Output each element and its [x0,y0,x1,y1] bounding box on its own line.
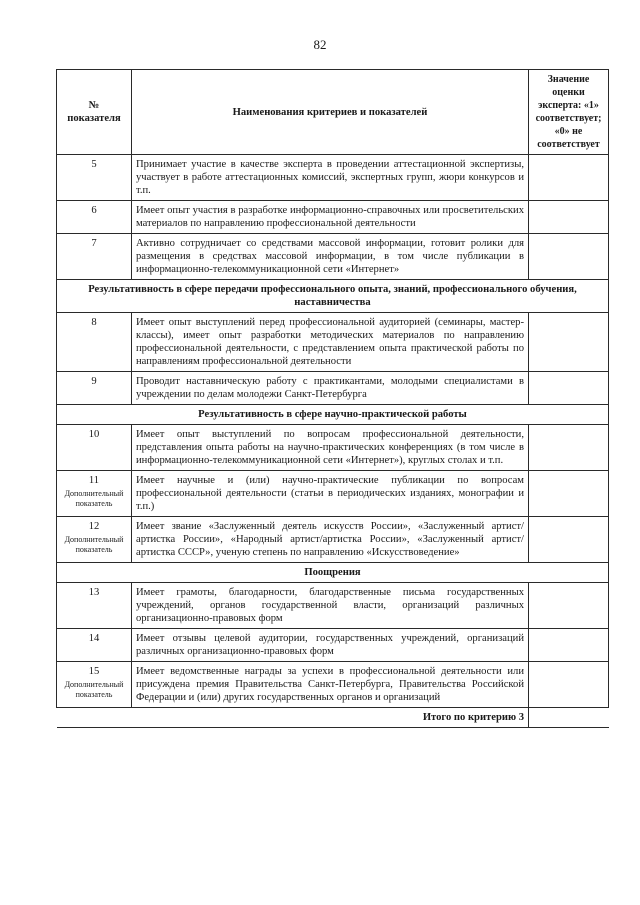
value-cell[interactable] [529,234,609,280]
row-number-cell [57,517,132,563]
value-cell[interactable] [529,372,609,405]
row-number: 13 [57,583,132,629]
table-header-row [57,70,609,155]
table-row [57,583,609,629]
value-cell[interactable] [529,201,609,234]
row-text: Имеет опыт выступлений перед профессиональной аудиторией (семинары, мастер-классы), имеет опыт разработки методических материалов по направлению профессиональной деятельности, с представлением опыта практической работы по направлениям профессиональной деятельности [132,313,529,372]
value-cell[interactable] [529,662,609,708]
section-row [57,405,609,425]
row-text: Имеет звание «Заслуженный деятель искусств России», «Заслуженный артист/артистка России», «Народный артист/артистка России», «Заслуженный артист/артистка СССР», ученую степень по направлению «Искусствоведение» [132,517,529,563]
header-number: № показателя [57,70,132,155]
row-text: Проводит наставническую работу с практикантами, молодыми специалистами в учреждении по делам молодежи Санкт-Петербурга [132,372,529,405]
value-cell[interactable] [529,517,609,563]
additional-indicator-label: Дополнительный показатель [64,489,124,508]
value-cell[interactable] [529,155,609,201]
section-title: Поощрения [57,563,609,583]
table-row [57,471,609,517]
value-cell[interactable] [529,471,609,517]
row-number-cell [57,662,132,708]
row-number: 5 [57,155,132,201]
table-row [57,662,609,708]
table-row [57,313,609,372]
header-value: Значение оценки эксперта: «1» соответствует; «0» не соответствует [529,70,609,155]
row-number: 14 [57,629,132,662]
row-number-cell [57,471,132,517]
row-text: Принимает участие в качестве эксперта в проведении аттестационной экспертизы, участвует в работе аттестационных комиссий, экспертных групп, жюри конкурсов и т.п. [132,155,529,201]
table-row [57,629,609,662]
total-value-cell[interactable] [529,708,609,728]
row-number: 12 [88,521,100,532]
row-text: Имеет отзывы целевой аудитории, государственных учреждений, организаций различных организационно-правовых форм [132,629,529,662]
criteria-table [56,69,609,728]
row-number: 15 [88,666,100,677]
value-cell[interactable] [529,313,609,372]
row-text: Активно сотрудничает со средствами массовой информации, готовит ролики для размещения в средствах массовой информации, в том числе публикации в информационно-телекоммуникационной сети «Интернет» [132,234,529,280]
row-number: 9 [57,372,132,405]
table-row [57,517,609,563]
additional-indicator-label: Дополнительный показатель [64,535,124,554]
row-number: 7 [57,234,132,280]
section-row [57,280,609,313]
row-text: Имеет грамоты, благодарности, благодарственные письма государственных учреждений, органов государственной власти, организаций различных организационно-правовых форм [132,583,529,629]
table-row [57,201,609,234]
section-title: Результативность в сфере передачи профессионального опыта, знаний, профессионального обучения, наставничества [57,280,609,313]
total-row [57,708,609,728]
row-number: 6 [57,201,132,234]
value-cell[interactable] [529,583,609,629]
value-cell[interactable] [529,425,609,471]
table-row [57,372,609,405]
row-text: Имеет ведомственные награды за успехи в профессиональной деятельности или присуждена премия Правительства Санкт-Петербурга, Правительства Российской Федерации и (или) других государственных органов и организаций [132,662,529,708]
section-title: Результативность в сфере научно-практической работы [57,405,609,425]
row-number: 8 [57,313,132,372]
table-row [57,234,609,280]
header-name: Наименования критериев и показателей [132,70,529,155]
row-text: Имеет опыт участия в разработке информационно-справочных или просветительских материалов по направлению профессиональной деятельности [132,201,529,234]
row-text: Имеет опыт выступлений по вопросам профессиональной деятельности, представления опыта работы на научно-практических конференциях (в том числе в информационно-телекоммуникационной сети «Интернет»), круглых столах и т.п. [132,425,529,471]
page-number: 82 [313,37,327,52]
row-number: 11 [88,475,100,486]
additional-indicator-label: Дополнительный показатель [64,680,124,699]
section-row [57,563,609,583]
row-text: Имеет научные и (или) научно-практические публикации по вопросам профессиональной деятельности (статьи в периодических изданиях, монографии и т.п.) [132,471,529,517]
row-number: 10 [57,425,132,471]
table-row [57,155,609,201]
table-row [57,425,609,471]
value-cell[interactable] [529,629,609,662]
total-label: Итого по критерию 3 [57,708,529,728]
